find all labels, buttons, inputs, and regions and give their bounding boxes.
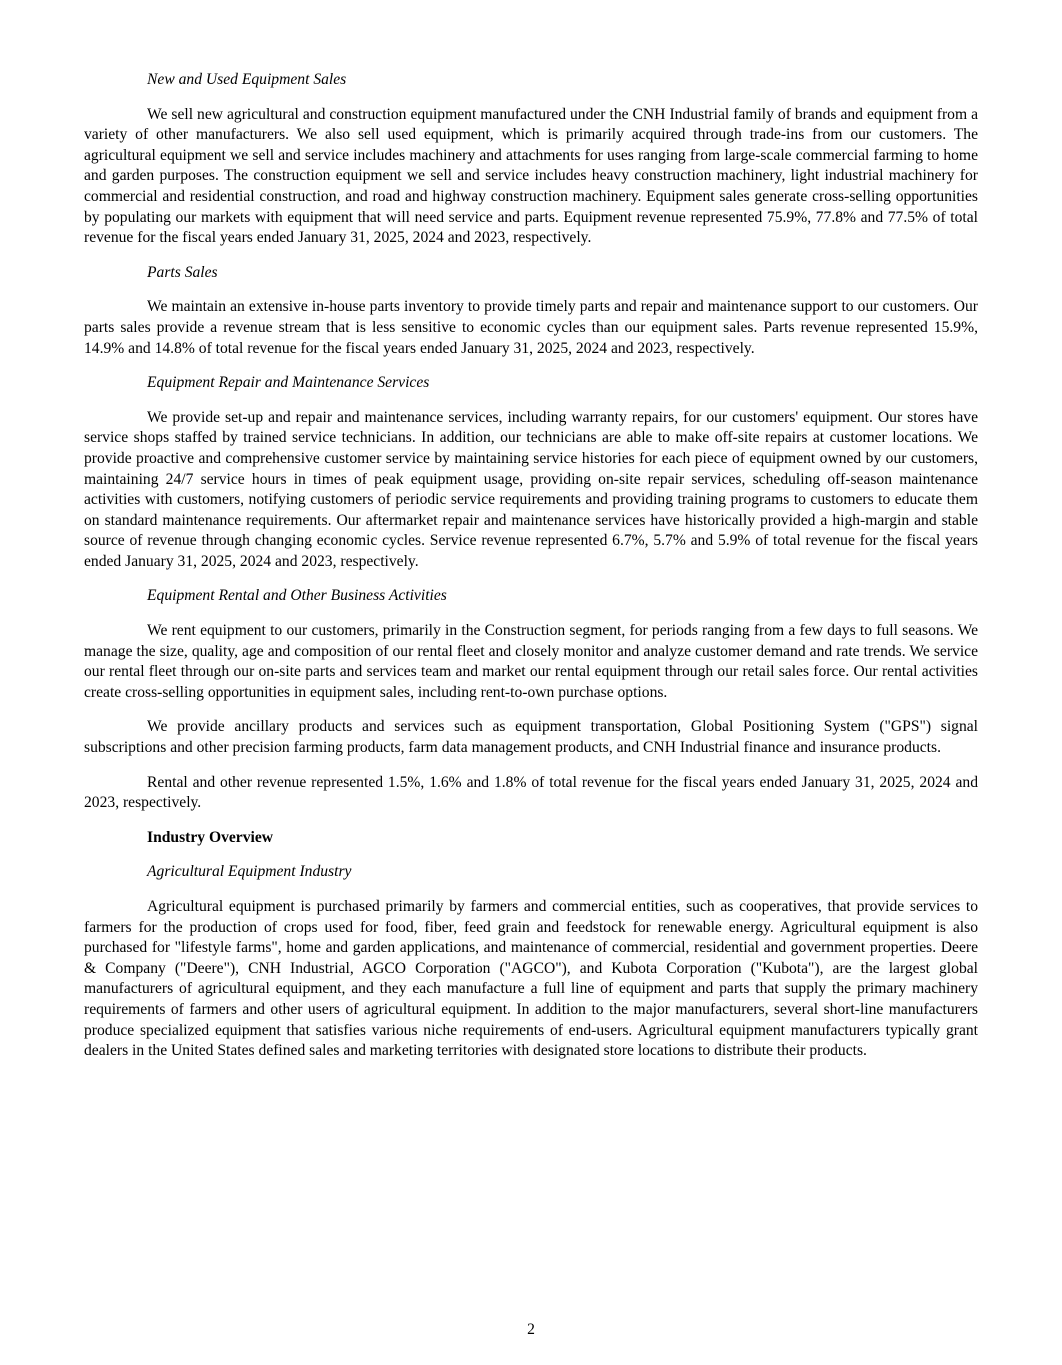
paragraph-agricultural-equipment-industry: Agricultural equipment is purchased primarily by farmers and commercial entities, such as cooperatives, that provide services to farmers for the production of crops used for food, fiber, feed grain and feedstock for renewable energy. Agricultural equipment is also purchased for "lifestyle farms", home and garden applications, and maintenance of commercial, residential and government properties. Deere & Company ("Deere"), CNH Industrial, AGCO Corporation ("AGCO"), and Kubota Corporation ("Kubota"), are the largest global manufacturers of agricultural equipment, and they each manufacture a full line of equipment and parts that supply the primary machinery requirements of farmers and other users of agricultural equipment. In addition to the major manufacturers, several short-line manufacturers produce specialized equipment that satisfies various niche requirements of end-users. Agricultural equipment manufacturers typically grant dealers in the United States defined sales and marketing territories with designated store locations to distribute their products. [84,898,978,1060]
paragraph-new-used-equipment-sales: We sell new agricultural and construction equipment manufactured under the CNH Industrial family of brands and equipment from a variety of other manufacturers. We also sell used equipment, which is primarily acquired through trade-ins from our customers. The agricultural equipment we sell and service includes machinery and attachments for uses ranging from large-scale commercial farming to home and garden purposes. The construction equipment we sell and service includes heavy construction machinery, light industrial machinery for commercial and residential construction, and road and highway construction machinery. Equipment sales generate cross-selling opportunities by populating our markets with equipment that will need service and parts. Equipment revenue represented 75.9%, 77.8% and 77.5% of total revenue for the fiscal years ended January 31, 2025, 2024 and 2023, respectively. [84,105,978,247]
paragraph-rental-1: We rent equipment to our customers, primarily in the Construction segment, for periods ranging from a few days to full seasons. We manage the size, quality, age and composition of our rental fleet and closely monitor and analyze customer demand and rate trends. We service our rental fleet through our on-site parts and services team and market our rental equipment through our retail sales force. Our rental activities create cross-selling opportunities in equipment sales, including rent-to-own purchase options. [84,622,978,701]
heading-industry-overview: Industry Overview [147,828,274,846]
heading-agricultural-equipment-industry: Agricultural Equipment Industry [147,863,352,881]
heading-rental-other: Equipment Rental and Other Business Activities [147,587,447,605]
heading-parts-sales: Parts Sales [147,263,218,281]
paragraph-repair-maintenance: We provide set-up and repair and maintenance services, including warranty repairs, for our customers' equipment. Our stores have service shops staffed by trained service technicians. In addition, our technicians are able to make off-site repairs at customer locations. We provide proactive and comprehensive customer service by maintaining service histories for each piece of equipment owned by our customers, maintaining 24/7 service hours in times of peak equipment usage, providing on-site repair services, scheduling off-season maintenance activities with customers, notifying customers of periodic service requirements and providing training programs to customers to educate them on standard maintenance requirements. Our aftermarket repair and maintenance services have historically provided a high-margin and stable source of revenue through changing economic cycles. Service revenue represented 6.7%, 5.7% and 5.9% of total revenue for the fiscal years ended January 31, 2025, 2024 and 2023, respectively. [84,408,978,570]
page-number: 2 [527,1321,535,1338]
paragraph-rental-2: We provide ancillary products and services such as equipment transportation, Global Positioning System ("GPS") signal subscriptions and other precision farming products, farm data management products, and CNH Industrial finance and insurance products. [84,718,978,757]
heading-new-used-equipment-sales: New and Used Equipment Sales [147,71,347,88]
heading-repair-maintenance: Equipment Repair and Maintenance Services [147,374,430,392]
paragraph-parts-sales: We maintain an extensive in-house parts inventory to provide timely parts and repair and maintenance support to our customers. Our parts sales provide a revenue stream that is less sensitive to economic cycles than our equipment sales. Parts revenue represented 15.9%, 14.9% and 14.8% of total revenue for the fiscal years ended January 31, 2025, 2024 and 2023, respectively. [84,298,978,357]
paragraph-rental-3: Rental and other revenue represented 1.5%, 1.6% and 1.8% of total revenue for the fiscal years ended January 31, 2025, 2024 and 2023, respectively. [84,773,978,812]
page-content [84,70,978,1076]
